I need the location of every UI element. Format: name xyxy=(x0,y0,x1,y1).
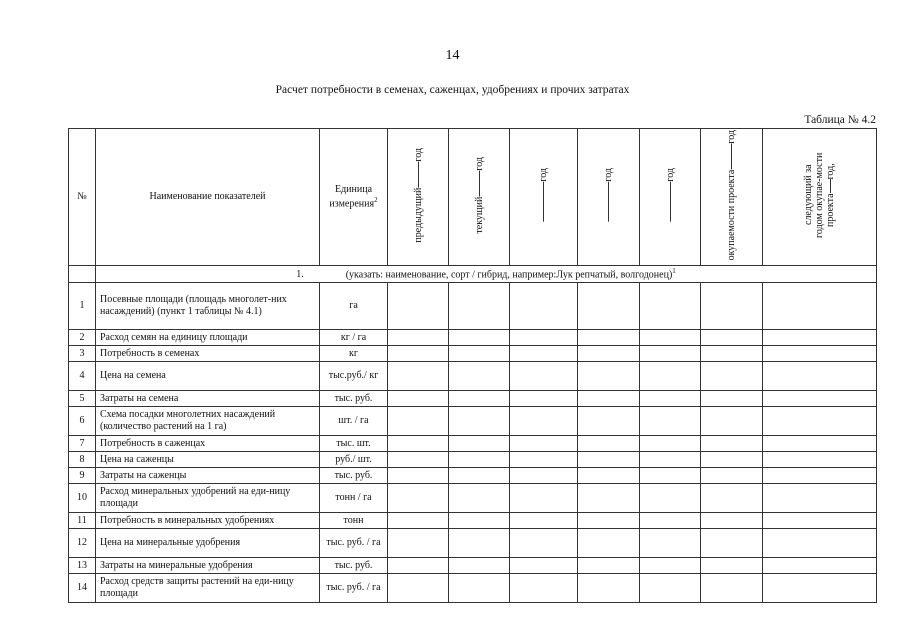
row-unit: тонн / га xyxy=(320,483,388,512)
document-title: Расчет потребности в семенах, саженцах, удобрениях и прочих затратах xyxy=(275,84,630,96)
row-unit: кг / га xyxy=(320,329,388,345)
value-cell[interactable] xyxy=(578,390,640,406)
value-cell[interactable] xyxy=(449,573,510,602)
value-cell[interactable] xyxy=(388,573,449,602)
table-row xyxy=(69,528,877,557)
value-cell[interactable] xyxy=(578,557,640,573)
row-unit: тыс. руб. xyxy=(320,467,388,483)
page-number: 14 xyxy=(445,48,460,63)
table-row xyxy=(69,573,877,602)
header-name: Наименование показателей xyxy=(96,129,320,266)
value-cell[interactable] xyxy=(578,467,640,483)
value-cell[interactable] xyxy=(640,557,701,573)
table-row xyxy=(69,512,877,528)
header-year-after-payback: следующий за годом окупае-мости проектагод, xyxy=(763,129,877,266)
row-number: 2 xyxy=(69,329,96,345)
value-cell[interactable] xyxy=(640,282,701,329)
crop-row xyxy=(69,265,877,282)
row-name: Затраты на минеральные удобрения xyxy=(96,557,320,573)
value-cell[interactable] xyxy=(578,406,640,435)
row-number: 13 xyxy=(69,557,96,573)
value-cell[interactable] xyxy=(701,282,763,329)
value-cell[interactable] xyxy=(388,451,449,467)
value-cell[interactable] xyxy=(449,435,510,451)
value-cell[interactable] xyxy=(510,435,578,451)
row-number: 11 xyxy=(69,512,96,528)
value-cell[interactable] xyxy=(640,451,701,467)
value-cell[interactable] xyxy=(701,361,763,390)
row-unit: кг xyxy=(320,345,388,361)
value-cell[interactable] xyxy=(640,329,701,345)
value-cell[interactable] xyxy=(449,406,510,435)
row-unit: тонн xyxy=(320,512,388,528)
value-cell[interactable] xyxy=(449,467,510,483)
value-cell[interactable] xyxy=(763,435,877,451)
value-cell[interactable] xyxy=(578,329,640,345)
value-cell[interactable] xyxy=(701,557,763,573)
value-cell[interactable] xyxy=(388,483,449,512)
row-name: Расход минеральных удобрений на еди-ницу площади xyxy=(96,483,320,512)
value-cell[interactable] xyxy=(763,361,877,390)
table-label: Таблица № 4.2 xyxy=(804,114,876,126)
row-number: 6 xyxy=(69,406,96,435)
value-cell[interactable] xyxy=(510,528,578,557)
value-cell[interactable] xyxy=(763,329,877,345)
value-cell[interactable] xyxy=(449,345,510,361)
row-unit: тыс.руб./ кг xyxy=(320,361,388,390)
value-cell[interactable] xyxy=(578,435,640,451)
row-unit: шт. / га xyxy=(320,406,388,435)
row-number: 12 xyxy=(69,528,96,557)
value-cell[interactable] xyxy=(578,528,640,557)
row-unit: тыс. руб. / га xyxy=(320,528,388,557)
value-cell[interactable] xyxy=(578,361,640,390)
row-number: 5 xyxy=(69,390,96,406)
row-number: 14 xyxy=(69,573,96,602)
value-cell[interactable] xyxy=(388,345,449,361)
value-cell[interactable] xyxy=(640,406,701,435)
value-cell[interactable] xyxy=(510,390,578,406)
table-row xyxy=(69,361,877,390)
value-cell[interactable] xyxy=(510,467,578,483)
value-cell[interactable] xyxy=(449,483,510,512)
header-year-previous: предыдущийгод xyxy=(388,129,449,266)
value-cell[interactable] xyxy=(640,467,701,483)
value-cell[interactable] xyxy=(578,282,640,329)
value-cell[interactable] xyxy=(578,512,640,528)
value-cell[interactable] xyxy=(701,329,763,345)
header-year-3: год xyxy=(510,129,578,266)
row-name: Затраты на саженцы xyxy=(96,467,320,483)
header-year-4: год xyxy=(578,129,640,266)
table-row xyxy=(69,406,877,435)
row-unit: тыс. руб. xyxy=(320,557,388,573)
header-number: № xyxy=(69,129,96,266)
value-cell[interactable] xyxy=(510,451,578,467)
value-cell[interactable] xyxy=(388,282,449,329)
value-cell[interactable] xyxy=(510,512,578,528)
table-row xyxy=(69,390,877,406)
row-number: 4 xyxy=(69,361,96,390)
value-cell[interactable] xyxy=(701,345,763,361)
table-row xyxy=(69,282,877,329)
row-number: 3 xyxy=(69,345,96,361)
header-row xyxy=(69,129,877,266)
row-name: Расход семян на единицу площади xyxy=(96,329,320,345)
value-cell[interactable] xyxy=(640,528,701,557)
value-cell[interactable] xyxy=(763,390,877,406)
value-cell[interactable] xyxy=(763,282,877,329)
row-name: Посевные площади (площадь многолет-них насаждений) (пункт 1 таблицы № 4.1) xyxy=(96,282,320,329)
row-name: Потребность в саженцах xyxy=(96,435,320,451)
table-row xyxy=(69,467,877,483)
value-cell[interactable] xyxy=(510,483,578,512)
value-cell[interactable] xyxy=(388,435,449,451)
value-cell[interactable] xyxy=(578,573,640,602)
row-unit: га xyxy=(320,282,388,329)
value-cell[interactable] xyxy=(763,451,877,467)
row-number: 1 xyxy=(69,282,96,329)
value-cell[interactable] xyxy=(578,345,640,361)
value-cell[interactable] xyxy=(449,528,510,557)
value-cell[interactable] xyxy=(640,435,701,451)
table-row xyxy=(69,451,877,467)
value-cell[interactable] xyxy=(449,329,510,345)
value-cell[interactable] xyxy=(388,512,449,528)
value-cell[interactable] xyxy=(449,390,510,406)
value-cell[interactable] xyxy=(449,557,510,573)
value-cell[interactable] xyxy=(510,573,578,602)
row-unit: тыс. шт. xyxy=(320,435,388,451)
crop-description: 1. (указать: наименование, сорт / гибрид, например:Лук репчатый, волгодонец)$^1$ xyxy=(96,265,877,282)
value-cell[interactable] xyxy=(701,390,763,406)
row-unit: руб./ шт. xyxy=(320,451,388,467)
table-row xyxy=(69,345,877,361)
value-cell[interactable] xyxy=(640,390,701,406)
row-number: 8 xyxy=(69,451,96,467)
value-cell[interactable] xyxy=(388,467,449,483)
value-cell[interactable] xyxy=(640,512,701,528)
value-cell[interactable] xyxy=(388,557,449,573)
value-cell[interactable] xyxy=(449,512,510,528)
value-cell[interactable] xyxy=(701,528,763,557)
value-cell[interactable] xyxy=(763,528,877,557)
value-cell[interactable] xyxy=(449,361,510,390)
value-cell[interactable] xyxy=(449,451,510,467)
row-name: Потребность в семенах xyxy=(96,345,320,361)
value-cell[interactable] xyxy=(388,390,449,406)
header-year-5: год xyxy=(640,129,701,266)
value-cell[interactable] xyxy=(763,406,877,435)
value-cell[interactable] xyxy=(701,467,763,483)
row-number: 7 xyxy=(69,435,96,451)
requirements-table xyxy=(68,128,877,603)
value-cell[interactable] xyxy=(763,345,877,361)
value-cell[interactable] xyxy=(763,512,877,528)
header-unit: Единица измерения$^2$ xyxy=(320,129,388,266)
value-cell[interactable] xyxy=(388,406,449,435)
value-cell[interactable] xyxy=(510,329,578,345)
value-cell[interactable] xyxy=(701,451,763,467)
value-cell[interactable] xyxy=(701,512,763,528)
row-name: Схема посадки многолетних насаждений (количество растений на 1 га) xyxy=(96,406,320,435)
row-name: Затраты на семена xyxy=(96,390,320,406)
row-name: Расход средств защиты растений на еди-ницу площади xyxy=(96,573,320,602)
value-cell[interactable] xyxy=(388,361,449,390)
value-cell[interactable] xyxy=(510,406,578,435)
value-cell[interactable] xyxy=(388,528,449,557)
value-cell[interactable] xyxy=(701,406,763,435)
row-name: Цена на семена xyxy=(96,361,320,390)
value-cell[interactable] xyxy=(701,573,763,602)
row-name: Цена на саженцы xyxy=(96,451,320,467)
value-cell[interactable] xyxy=(763,557,877,573)
row-name: Потребность в минеральных удобрениях xyxy=(96,512,320,528)
value-cell[interactable] xyxy=(640,345,701,361)
value-cell[interactable] xyxy=(578,483,640,512)
value-cell[interactable] xyxy=(701,483,763,512)
value-cell[interactable] xyxy=(640,573,701,602)
table-row xyxy=(69,329,877,345)
value-cell[interactable] xyxy=(763,573,877,602)
row-name: Цена на минеральные удобрения xyxy=(96,528,320,557)
row-number: 10 xyxy=(69,483,96,512)
value-cell[interactable] xyxy=(449,282,510,329)
value-cell[interactable] xyxy=(763,467,877,483)
table-row xyxy=(69,435,877,451)
value-cell[interactable] xyxy=(510,282,578,329)
value-cell[interactable] xyxy=(388,329,449,345)
row-number: 9 xyxy=(69,467,96,483)
value-cell[interactable] xyxy=(578,451,640,467)
header-year-payback: окупаемости проектагод xyxy=(701,129,763,266)
row-unit: тыс. руб. / га xyxy=(320,573,388,602)
value-cell[interactable] xyxy=(701,435,763,451)
table-row xyxy=(69,483,877,512)
value-cell[interactable] xyxy=(763,483,877,512)
value-cell[interactable] xyxy=(510,361,578,390)
value-cell[interactable] xyxy=(510,345,578,361)
table-row xyxy=(69,557,877,573)
row-unit: тыс. руб. xyxy=(320,390,388,406)
value-cell[interactable] xyxy=(510,557,578,573)
value-cell[interactable] xyxy=(640,483,701,512)
header-year-current: текущийгод xyxy=(449,129,510,266)
value-cell[interactable] xyxy=(640,361,701,390)
